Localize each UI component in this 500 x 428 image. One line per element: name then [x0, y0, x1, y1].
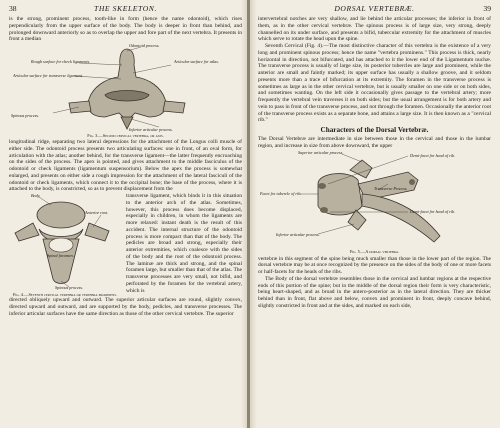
left-paragraph-middle: longitudinal ridge, separating two lateral depressions for the attachment of the Longus colli muscle of either side. The odontoid process presents two articulating surfaces: one in front, of an oval form, for articulation with the atlas; another behind, for the transverse ligament—the latter frequently encroaching on the sides of the process. The apex is pointed, and gives attachment to the middle fasciculus of the odontoid or check ligaments (ligamentum suspensorium). Below the apex the process is somewhat enlarged, and presents on either side a rough impression for the attachment of the lateral fasciculi of the odontoid or check ligaments, which connect it to the occipital bone; the base of the process, where it is attached to the body, is constricted, so as to prevent displacement from the	[9, 139, 242, 193]
label-inferior-articular-process: Inferior articular process.	[276, 231, 320, 237]
figure-axis-vertebra	[9, 43, 242, 139]
right-page-number: 39	[483, 4, 491, 13]
label-facet-tubercle: Facet for tubercle of rib.	[260, 190, 302, 196]
label-rough-surface: Rough surface for check ligaments.	[31, 59, 91, 64]
label-superior-articular: Superior articular process.	[298, 149, 344, 155]
right-running-head	[258, 4, 491, 14]
label-body: Body.	[31, 193, 41, 198]
figure-seventh-cervical	[9, 193, 121, 297]
label-spinous: Spinous process.	[11, 113, 39, 118]
figure-caption-axis: Fig. 3.—Second cervical vertebra, or axis.	[87, 133, 164, 138]
label-articular-transverse: Articular surface for transverse ligament.	[13, 73, 83, 78]
label-odontoid: Odontoid process.	[129, 43, 160, 48]
label-spinal-foramen: Spinal foramen.	[47, 253, 74, 258]
left-figure-row	[9, 193, 242, 297]
right-paragraph-body: The Body of the dorsal vertebræ resembles those in the cervical and lumbar regions at the respective ends of this portion of the spine; but in the middle of the dorsal region their form is very characteristic, being heart-shaped, and as broad in the antero-posterior as in the lateral direction. They are thicker behind than in front, flat above and below, convex and prominent in front, deeply concave behind, slightly constricted in front and at the sides, and marked on each side,	[258, 275, 491, 309]
left-running-head	[9, 4, 242, 14]
seventh-cervical-engraving	[9, 193, 121, 291]
right-running-title: DORSAL VERTEBRÆ.	[334, 4, 415, 13]
right-paragraph-after-figure: vertebræ in this segment of the spine being much smaller than those in the lower part of the region. The dorsal vertebræ may be at once recognized by the presence on the sides of the body of one or more facets or half-facets for the heads of the ribs.	[258, 255, 491, 275]
label-anterior-root: Anterior root.	[85, 210, 109, 215]
label-spinous-process: Spinous process.	[55, 285, 83, 290]
label-transverse-process: Transverse Process.	[374, 185, 408, 191]
left-page	[0, 0, 248, 428]
right-paragraph-seventh: Seventh Cervical (Fig. 4).—The most distinctive character of this vertebra is the existence of a very long and prominent spinous process; hence the name "vertebra prominens." This process is thick, nearly horizontal in direction, not bifurcated, and has attached to it the lower end of the Ligamentum nuchæ. The transverse process is usually of large size, its posterior tubercles are large and prominent, while the anterior are small and faintly marked; its upper surface has usually a shallow groove, and it seldom presents more than a trace of bifurcation at its extremity. The foramen in the transverse process is sometimes as large as in the other cervical vertebræ, but is usually smaller on one side or on both sides, and sometimes wanting. On the left side it occasionally gives passage to the vertebral artery; more frequently the vertebral vein traverses it on both sides; but the usual arrangement is for both artery and vein to pass in front of the transverse process, and not through the foramen. Occasionally the anterior root of the transverse process exists as a separate bone, and attains a large size. It is then known as a "cervical rib."	[258, 43, 491, 124]
section-heading-dorsal: Characters of the Dorsal Vertebræ.	[320, 126, 429, 134]
label-demifacet-upper: Demi-facet for head of rib.	[410, 152, 456, 158]
left-paragraph-side: transverse ligament, which binds it in this situation to the anterior arch of the atlas. Sometimes, however, this process does become displaced, especially in children, in whom the ligaments are more relaxed: instant death is the result of this accident. The internal structure of the odontoid process is more compact than that of the body. The pedicles are broad and strong, especially their anterior extremities, which coalesce with the sides of the body and the root of the odontoid process. The laminæ are thick and strong, and the spinal foramen large, but smaller than that of the atlas. The transverse processes are very small, not bifid, and perforated by the foramen for the vertebral artery, which is	[126, 193, 242, 294]
left-running-title: THE SKELETON.	[94, 4, 157, 13]
label-demifacet-lower: Demi-facet for head of rib.	[410, 208, 456, 214]
right-paragraph-top: intervertebral notches are very shallow, and lie behind the articular processes; the inferior in front of them, as in the other cervical vertebræ. The spinous process is of large size, very strong, deeply channelled on its under surface, and presents a bifid, tubercular extremity for the attachment of muscles which serve to rotate the head upon the spine.	[258, 16, 491, 43]
figure-dorsal-vertebra	[258, 150, 491, 256]
left-paragraph-top: is the strong, prominent process, tooth-like in form (hence the name odontoid), which rises perpendicularly from the upper surface of the body. The body is deeper in front than behind, and prolonged downward anteriorly so as to overlap the upper and fore part of the next vertebra. It presents in front a median	[9, 16, 242, 43]
right-page	[250, 0, 500, 428]
right-paragraph-dorsal: The Dorsal Vertebræ are intermediate in size between those in the cervical and those in the lumbar region, and increase in size from above downward, the upper	[258, 136, 491, 149]
axis-vertebra-engraving	[9, 43, 242, 133]
figure-caption-seventh: Fig. 4.—Seventh cervical vertebra or vertebra prominens.	[12, 292, 118, 297]
figure-caption-dorsal: Fig. 5.—A dorsal vertebra.	[349, 248, 400, 254]
left-page-number: 38	[9, 4, 17, 13]
label-inferior-articular: Inferior articular process.	[129, 127, 173, 132]
label-articular-atlas: Articular surface for atlas.	[174, 59, 219, 64]
left-paragraph-bottom: directed obliquely upward and outward. The superior articular surfaces are round, slightly convex, directed upward and outward, and are supported by the body, pedicles, and transverse processes. The inferior articular surfaces have the same direction as those of the other cervical vertebræ. The superior	[9, 297, 242, 317]
